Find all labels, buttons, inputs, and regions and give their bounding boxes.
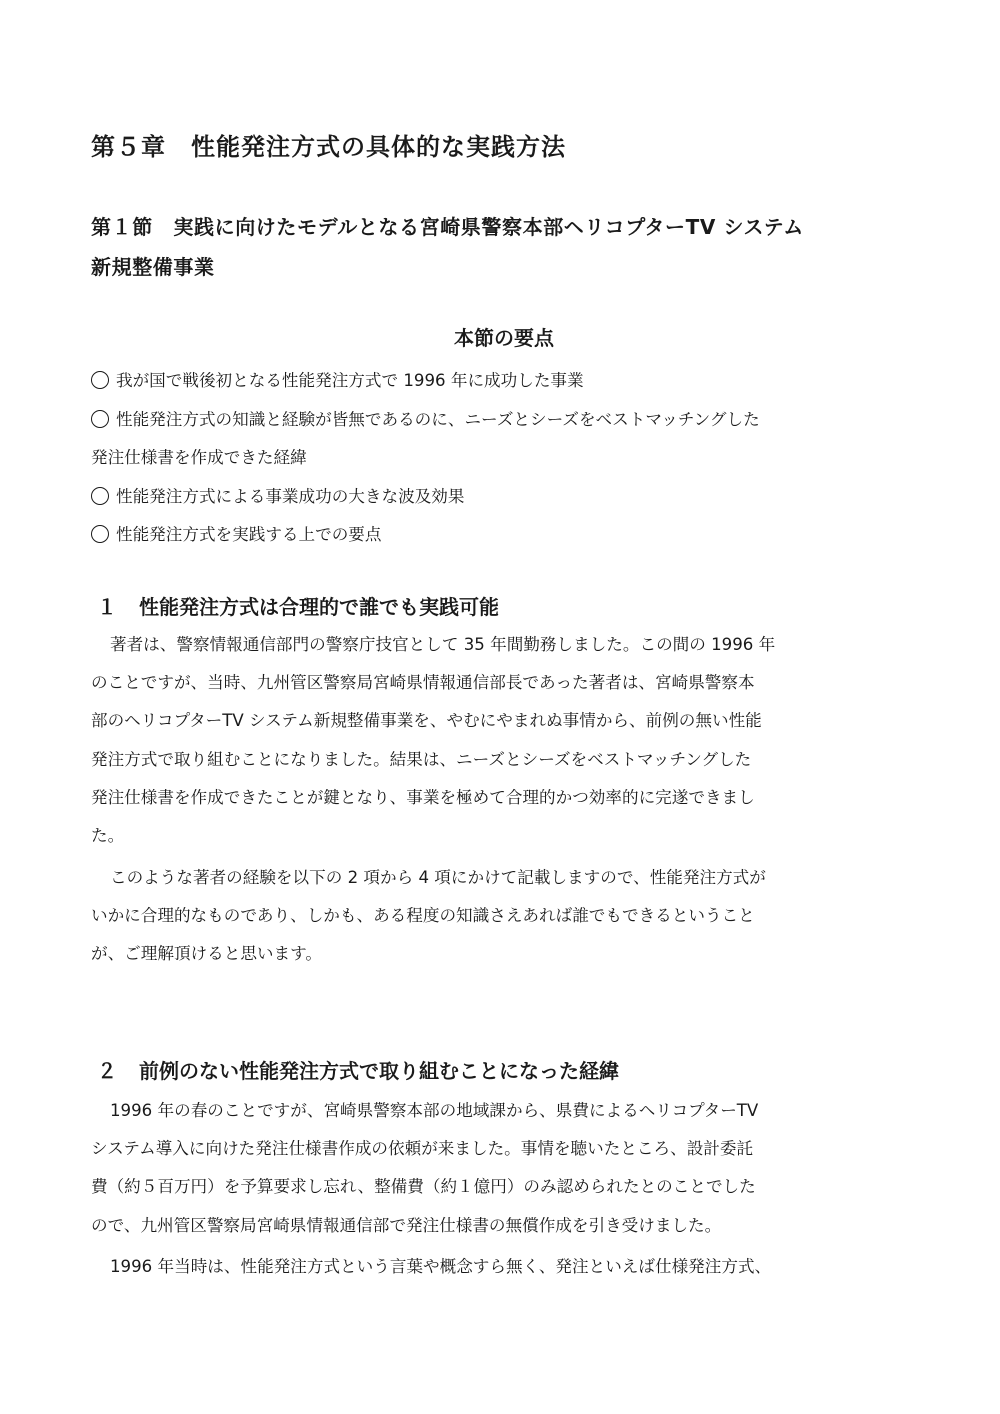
- summary-item: [91, 362, 916, 401]
- paragraph: [91, 1248, 916, 1286]
- paragraph-line: 発注仕様書を作成できたことが鍵となり、事業を極めて合理的かつ効率的に完遂できまし: [91, 787, 755, 807]
- section-title-line: 新規整備事業: [91, 255, 215, 279]
- summary-item: [91, 401, 916, 478]
- subsection-heading-1: [97, 591, 499, 620]
- summary-item-text: 発注仕様書を作成できた経緯: [91, 448, 307, 467]
- summary-heading: 本節の要点: [454, 326, 554, 350]
- paragraph-line: 部のヘリコプターTV システム新規整備事業を、やむにやまれぬ事情から、前例の無い性能: [91, 711, 762, 731]
- paragraph-line: 著者は、警察情報通信部門の警察庁技官として 35 年間勤務しました。この間の 1996 年: [110, 635, 776, 654]
- paragraph: [91, 1092, 916, 1245]
- paragraph-line: が、ご理解頂けると思います。: [91, 944, 322, 964]
- paragraph: [91, 859, 916, 974]
- circle-bullet-icon: [91, 487, 109, 505]
- summary-item-text: 性能発注方式を実践する上での要点: [116, 525, 382, 544]
- paragraph-line: 1996 年の春のことですが、宮崎県警察本部の地域課から、県費によるヘリコプターTV: [110, 1101, 759, 1120]
- summary-item: [91, 478, 916, 517]
- subsection-title: 前例のない性能発注方式で取り組むことになった経緯: [139, 1059, 619, 1083]
- paragraph-line: 1996 年当時は、性能発注方式という言葉や概念すら無く、発注といえば仕様発注方式、: [110, 1257, 772, 1276]
- subsection-title: 性能発注方式は合理的で誰でも実践可能: [139, 595, 499, 619]
- summary-list: [91, 362, 916, 555]
- paragraph-line: 費（約５百万円）を予算要求し忘れ、整備費（約１億円）のみ認められたとのことでした: [91, 1177, 756, 1197]
- summary-item-text: 我が国で戦後初となる性能発注方式で 1996 年に成功した事業: [116, 371, 584, 390]
- paragraph-line: のことですが、当時、九州管区警察局宮崎県情報通信部長であった著者は、宮崎県警察本: [91, 673, 755, 693]
- paragraph-line: このような著者の経験を以下の 2 項から 4 項にかけて記載しますので、性能発注方式が: [110, 868, 766, 887]
- paragraph-line: いかに合理的なものであり、しかも、ある程度の知識さえあれば誰でもできるということ: [91, 906, 755, 926]
- section-title-line: 第１節 実践に向けたモデルとなる宮崎県警察本部ヘリコプターTV システム: [91, 215, 804, 239]
- paragraph-line: システム導入に向けた発注仕様書作成の依頼が来ました。事情を聴いたところ、設計委託: [91, 1139, 754, 1159]
- circle-bullet-icon: [91, 410, 109, 428]
- paragraph-line: た。: [91, 826, 125, 846]
- paragraph-line: ので、九州管区警察局宮崎県情報通信部で発注仕様書の無償作成を引き受けました。: [91, 1215, 722, 1235]
- summary-item: [91, 516, 916, 555]
- summary-item-text: 性能発注方式による事業成功の大きな波及効果: [116, 486, 465, 506]
- paragraph: [91, 626, 916, 855]
- subsection-number: ２: [97, 1059, 117, 1083]
- summary-item-text: 性能発注方式の知識と経験が皆無であるのに、ニーズとシーズをベストマッチングした: [116, 409, 760, 429]
- subsection-heading-2: [97, 1055, 619, 1084]
- paragraph-line: 発注方式で取り組むことになりました。結果は、ニーズとシーズをベストマッチングした: [91, 749, 752, 769]
- chapter-title: 第５章 性能発注方式の具体的な実践方法: [91, 133, 566, 161]
- circle-bullet-icon: [91, 371, 109, 389]
- circle-bullet-icon: [91, 525, 109, 543]
- subsection-number: １: [97, 595, 117, 619]
- section-title: [91, 207, 921, 287]
